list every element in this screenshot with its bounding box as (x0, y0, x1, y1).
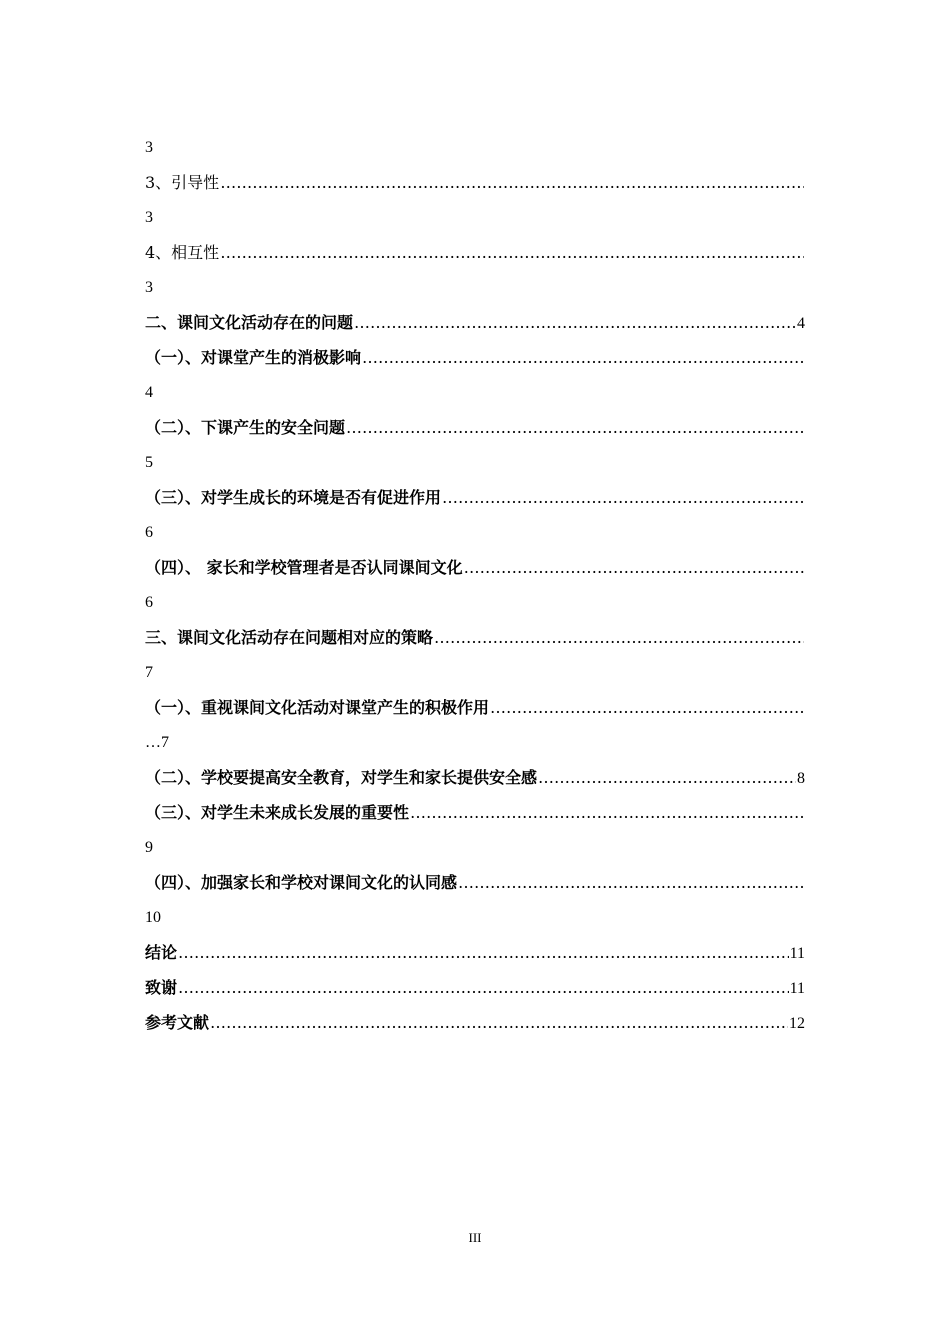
toc-dot-leader (538, 760, 796, 795)
toc-dot-leader (354, 305, 796, 340)
toc-entry-title: 致谢 (145, 978, 178, 997)
toc-entry[interactable] (145, 935, 805, 970)
toc-entry-page: 8 (797, 770, 805, 787)
toc-entry[interactable] (145, 865, 805, 900)
toc-entry-title: （二）、下课产生的安全问题 (145, 418, 346, 437)
toc-page-number: 7 (145, 664, 153, 681)
toc-entry-page: 12 (789, 1015, 805, 1032)
toc-dot-leader (434, 620, 804, 655)
toc-entry[interactable] (145, 340, 805, 375)
toc-page-number: 3 (145, 279, 153, 296)
toc-entry-page: 11 (789, 980, 805, 997)
table-of-contents (145, 130, 805, 1040)
toc-entry-page: 11 (789, 945, 805, 962)
toc-entry-title: （一）、重视课间文化活动对课堂产生的积极作用 (145, 698, 490, 717)
toc-entry[interactable] (145, 760, 805, 795)
toc-dot-leader (178, 970, 789, 1005)
toc-dot-leader (220, 165, 804, 200)
toc-entry-title: 三、课间文化活动存在问题相对应的策略 (145, 628, 434, 647)
toc-entry-title: （三）、对学生成长的环境是否有促进作用 (145, 488, 442, 507)
toc-dot-leader (362, 340, 804, 375)
toc-entry-title: 4、相互性 (145, 243, 220, 262)
toc-entry[interactable] (145, 620, 805, 655)
toc-entry-title: 参考文献 (145, 1013, 210, 1032)
toc-entry-page: 4 (797, 315, 805, 332)
toc-dot-leader (442, 480, 804, 515)
toc-entry[interactable] (145, 480, 805, 515)
page-footer-number: III (468, 1230, 482, 1245)
toc-dot-leader (178, 935, 789, 970)
toc-dot-leader (464, 550, 804, 585)
toc-page-number: 6 (145, 594, 153, 611)
toc-entry-title: 3、引导性 (145, 173, 220, 192)
toc-page-number: 9 (145, 839, 153, 856)
toc-page-number: 3 (145, 209, 153, 226)
toc-entry[interactable] (145, 690, 805, 725)
toc-dot-leader (490, 690, 804, 725)
toc-dot-leader (210, 1005, 788, 1040)
toc-entry[interactable] (145, 410, 805, 445)
toc-page-number: 5 (145, 454, 153, 471)
toc-entry-title: 结论 (145, 943, 178, 962)
toc-page-number: 4 (145, 384, 153, 401)
toc-entry[interactable] (145, 305, 805, 340)
toc-page-number: 10 (145, 909, 161, 926)
toc-dot-leader (458, 865, 804, 900)
toc-page-number: …7 (145, 734, 169, 751)
toc-entry-title: （一）、对课堂产生的消极影响 (145, 348, 362, 367)
toc-entry[interactable] (145, 165, 805, 200)
toc-entry-title: 二、课间文化活动存在的问题 (145, 313, 354, 332)
toc-page-number: 3 (145, 139, 153, 156)
toc-entry[interactable] (145, 235, 805, 270)
toc-entry[interactable] (145, 795, 805, 830)
toc-dot-leader (410, 795, 804, 830)
toc-entry-title: （三）、对学生未来成长发展的重要性 (145, 803, 410, 822)
toc-entry[interactable] (145, 1005, 805, 1040)
toc-dot-leader (346, 410, 804, 445)
toc-entry-title: （四）、 家长和学校管理者是否认同课间文化 (145, 558, 463, 577)
toc-entry[interactable] (145, 550, 805, 585)
toc-entry[interactable] (145, 970, 805, 1005)
toc-entry-title: （二）、学校要提高安全教育，对学生和家长提供安全感 (145, 768, 538, 787)
toc-entry-title: （四）、加强家长和学校对课间文化的认同感 (145, 873, 458, 892)
toc-page-number: 6 (145, 524, 153, 541)
toc-dot-leader (220, 235, 804, 270)
